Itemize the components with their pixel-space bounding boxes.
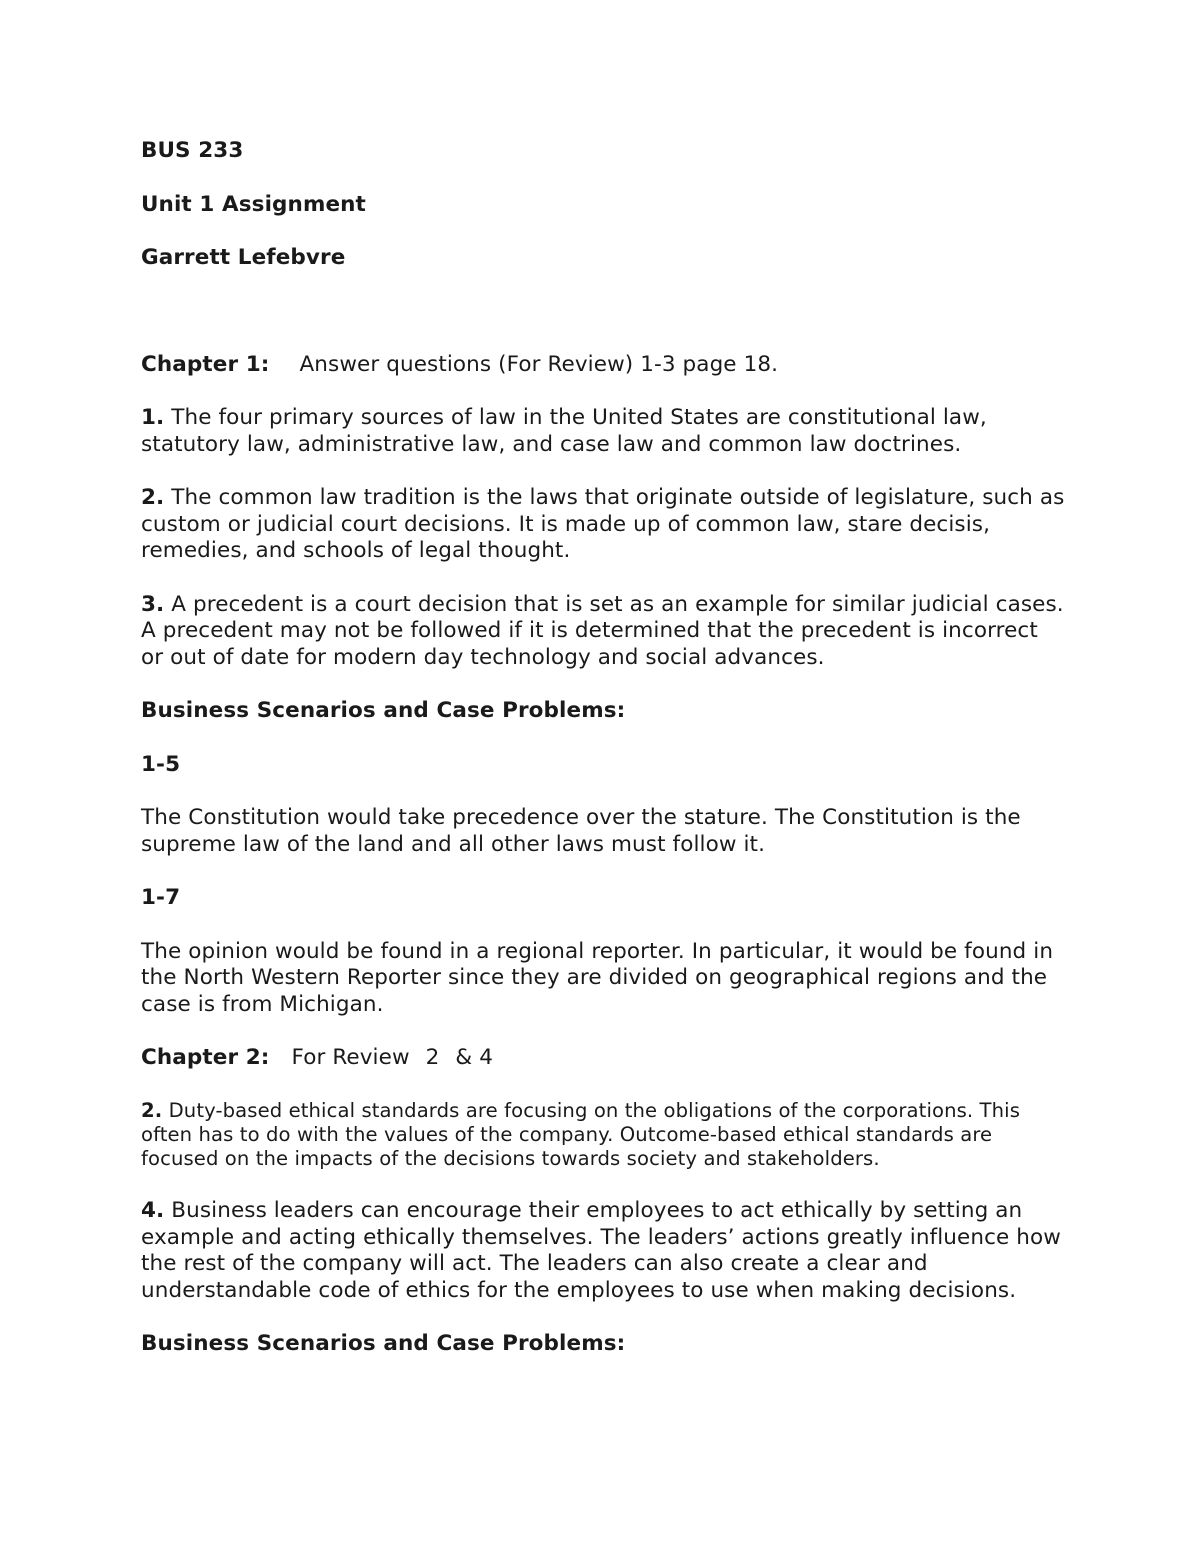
answer-number: 2. [141,485,165,510]
chapter1-heading [141,352,1066,379]
answer-number: 1. [141,405,165,430]
chapter1-answer-1 [141,405,1066,458]
scenario-text-1-5: The Constitution would take precedence over the stature. The Constitution is the supreme law of the land and all other laws must follow it. [141,805,1021,857]
chapter2-review-second: & 4 [455,1045,494,1070]
chapter2-review-label: For Review [291,1045,410,1070]
chapter1-scenarios-heading: Business Scenarios and Case Problems: [141,698,626,723]
answer-number: 4. [141,1198,165,1224]
chapter1-label: Chapter 1: [141,351,270,377]
chapter1-instructions: Answer questions (For Review) 1-3 page 18. [299,351,779,377]
chapter2-answer-4 [141,1198,1066,1304]
chapter2-label: Chapter 2: [141,1045,270,1070]
chapter2-answer-2 [141,1099,1066,1172]
scenario-id-1-7: 1-7 [141,885,181,910]
answer-number: 3. [141,591,165,617]
chapter2-review-first: 2 [425,1045,440,1070]
document-page [141,138,1066,1385]
author-name: Garrett Lefebvre [141,245,346,270]
scenario-text-1-7: The opinion would be found in a regional reporter. In particular, it would be found in the North Western Reporter since they are divided on geographical regions and the case is from Michigan. [141,938,1054,1017]
answer-text: A precedent is a court decision that is set as an example for similar judicial cases. A precedent may not be followed if it is determined that the precedent is incorrect or out of date for modern day technology and social advances. [141,591,1064,670]
answer-text: Duty-based ethical standards are focusing on the obligations of the corporations. This often has to do with the values of the company. Outcome-based ethical standards are focused on the impacts of the decisions towards society and stakeholders. [141,1098,1020,1171]
course-code: BUS 233 [141,138,244,163]
answer-text: The common law tradition is the laws that originate outside of legislature, such as custom or judicial court decisions. It is made up of common law, stare decisis, remedies, and schools of legal thought. [141,485,1065,563]
assignment-title: Unit 1 Assignment [141,191,366,217]
chapter1-answer-3 [141,592,1066,672]
answer-text: The four primary sources of law in the United States are constitutional law, statutory law, administrative law, and case law and common law doctrines. [141,405,987,457]
scenario-id-1-5: 1-5 [141,751,181,777]
chapter2-scenarios-heading: Business Scenarios and Case Problems: [141,1331,626,1357]
blank-line [141,299,1066,352]
chapter1-answer-2 [141,485,1066,565]
answer-number: 2. [141,1098,163,1122]
chapter2-heading [141,1045,1066,1072]
answer-text: Business leaders can encourage their employees to act ethically by setting an example and acting ethically themselves. The leaders’ actions greatly influence how the rest of the company will act. The leaders can also create a clear and understandable code of ethics for the employees to use when making decisions. [141,1198,1061,1303]
